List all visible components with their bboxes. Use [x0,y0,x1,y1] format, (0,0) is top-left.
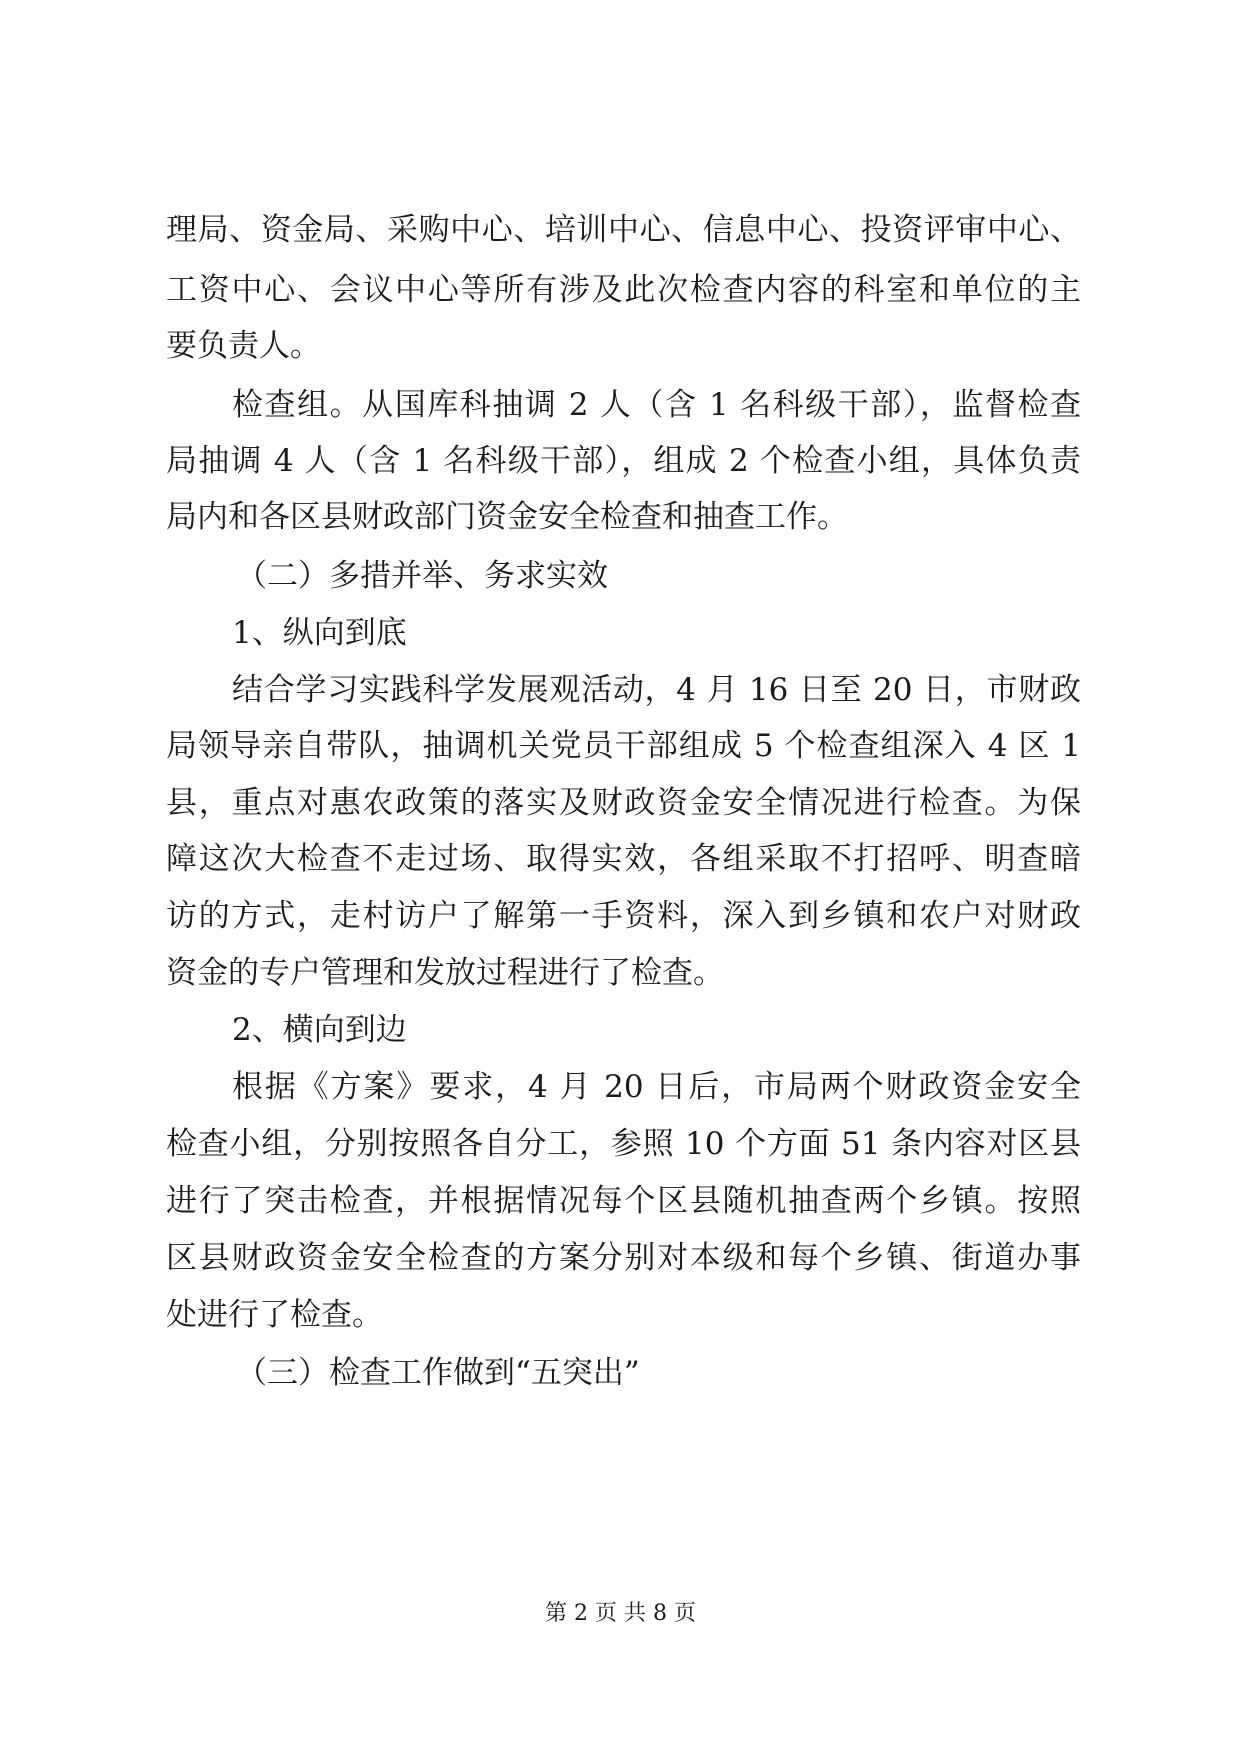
paragraph-line: 县，重点对惠农政策的落实及财政资金安全情况进行检查。为保 [166,785,1081,821]
paragraph-line: 进行了突击检查，并根据情况每个区县随机抽查两个乡镇。按照 [166,1183,1081,1219]
paragraph-line: 访的方式，走村访户了解第一手资料，深入到乡镇和农户对财政 [166,898,1081,934]
paragraph-line: 障这次大检查不走过场、取得实效，各组采取不打招呼、明查暗 [166,841,1081,877]
paragraph-line: 处进行了检查。 [166,1297,383,1333]
paragraph-line: 局内和各区县财政部门资金安全检查和抽查工作。 [166,499,848,535]
section-heading: （二）多措并举、务求实效 [236,558,608,594]
paragraph-line: 理局、资金局、采购中心、培训中心、信息中心、投资评审中心、 [166,212,1081,248]
paragraph-line: 局抽调 4 人（含 1 名科级干部），组成 2 个检查小组，具体负责 [166,443,1081,479]
paragraph-line: 要负责人。 [166,328,321,364]
page-number-footer: 第 2 页 共 8 页 [545,1601,696,1626]
paragraph-line: 资金的专户管理和发放过程进行了检查。 [166,955,724,991]
paragraph-line: 局领导亲自带队，抽调机关党员干部组成 5 个检查组深入 4 区 1 [166,728,1081,764]
paragraph-line: 根据《方案》要求，4 月 20 日后，市局两个财政资金安全 [232,1069,1081,1105]
paragraph-line: 工资中心、会议中心等所有涉及此次检查内容的科室和单位的主 [166,272,1081,308]
paragraph-line: 检查组。从国库科抽调 2 人（含 1 名科级干部），监督检查 [232,387,1081,423]
section-heading: （三）检查工作做到“五突出” [236,1355,640,1391]
subsection-heading: 2、横向到边 [232,1012,407,1048]
paragraph-line: 区县财政资金安全检查的方案分别对本级和每个乡镇、街道办事 [166,1240,1081,1276]
subsection-heading: 1、纵向到底 [232,615,407,651]
paragraph-line: 检查小组，分别按照各自分工，参照 10 个方面 51 条内容对区县 [166,1126,1081,1162]
paragraph-line: 结合学习实践科学发展观活动，4 月 16 日至 20 日，市财政 [232,672,1081,708]
